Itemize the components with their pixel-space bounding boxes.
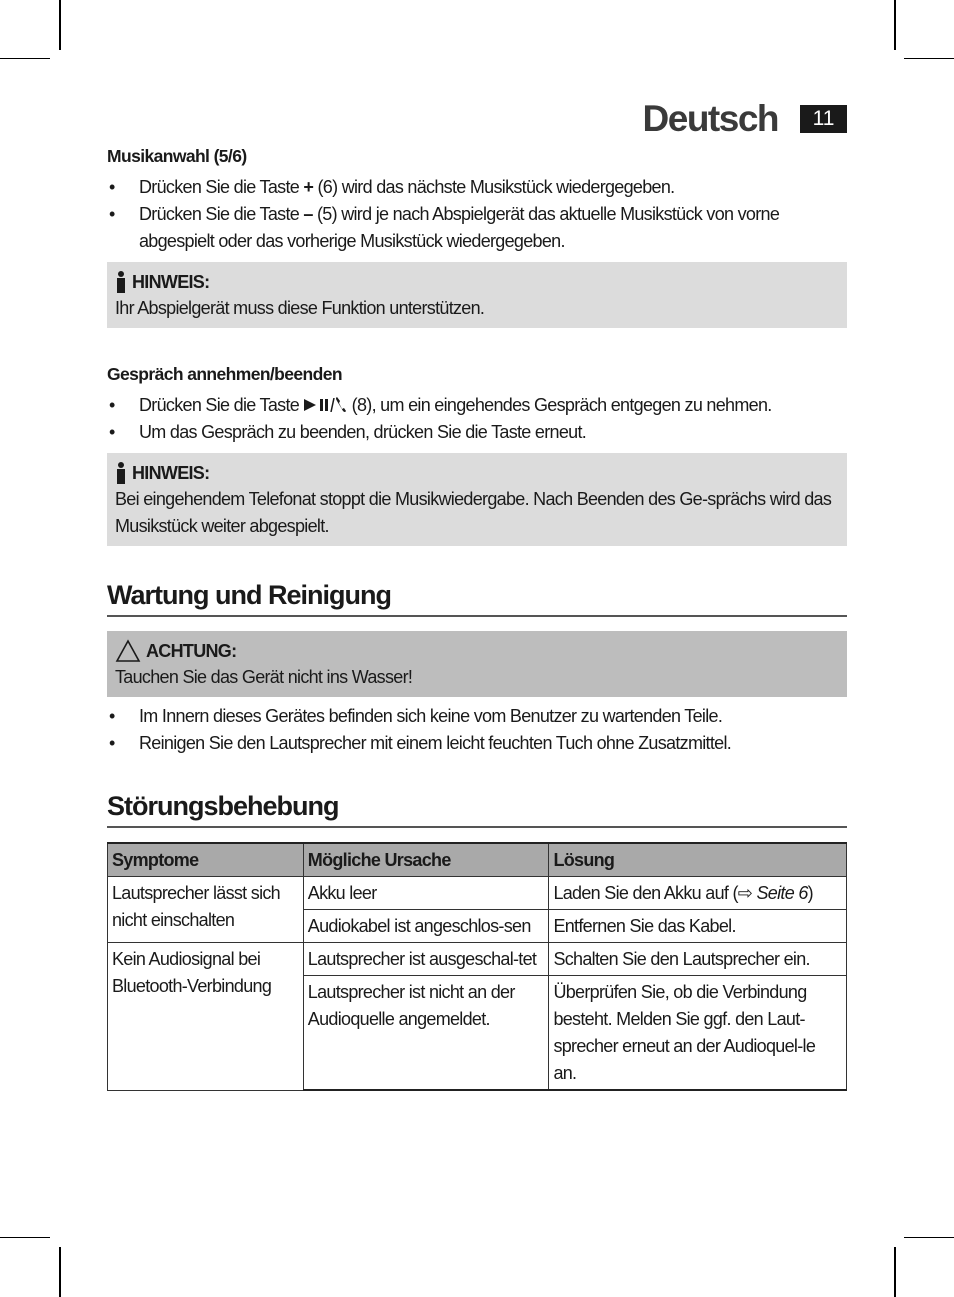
table-cell-cause: Lautsprecher ist nicht an der Audioquelle angemeldet. xyxy=(303,976,549,1091)
play-pause-icon xyxy=(303,398,335,412)
table-cell-symptom: Lautsprecher lässt sich nicht einschalten xyxy=(108,877,304,943)
crop-mark xyxy=(894,0,896,50)
page-number-badge: 11 xyxy=(800,105,847,133)
language-title: Deutsch xyxy=(642,98,778,139)
arrow-icon: ⇨ xyxy=(737,883,753,903)
column-header-cause: Mögliche Ursache xyxy=(303,843,549,877)
list-item xyxy=(107,392,847,419)
list-item xyxy=(107,419,847,446)
table-cell-cause: Audiokabel ist angeschlos-sen xyxy=(303,910,549,943)
note-box xyxy=(107,453,847,546)
subheading-call: Gespräch annehmen/beenden xyxy=(107,364,342,384)
table-cell-solution: Schalten Sie den Lautsprecher ein. xyxy=(549,943,847,976)
text: Laden Sie den Akku auf ( xyxy=(553,883,738,903)
section-title-troubleshooting: Störungsbehebung xyxy=(107,791,847,828)
note-text: Ihr Abspielgerät muss diese Funktion unterstützen. xyxy=(115,298,485,318)
section-maintenance xyxy=(107,580,847,757)
text: Um das Gespräch zu beenden, drücken Sie die Taste erneut. xyxy=(139,422,587,442)
section-title-maintenance: Wartung und Reinigung xyxy=(107,580,847,617)
text: Drücken Sie die Taste xyxy=(139,395,304,415)
info-icon xyxy=(115,462,127,484)
table-row xyxy=(108,943,847,976)
table-cell-solution: Überprüfen Sie, ob die Verbindung besteht. Melden Sie ggf. den Laut-sprecher erneut an der Audioquel-le an. xyxy=(549,976,847,1091)
list-item xyxy=(107,730,847,757)
column-header-solution: Lösung xyxy=(549,843,847,877)
table-cell-cause: Akku leer xyxy=(303,877,549,910)
table-cell-solution: Entfernen Sie das Kabel. xyxy=(549,910,847,943)
text: Drücken Sie die Taste xyxy=(139,204,304,224)
text: (8), um ein eingehendes Gespräch entgegen zu nehmen. xyxy=(347,395,772,415)
page-content xyxy=(107,146,847,1091)
crop-mark xyxy=(894,1247,896,1297)
crop-mark xyxy=(904,1237,954,1238)
warning-title-text: ACHTUNG: xyxy=(146,641,237,661)
section-call xyxy=(107,364,847,546)
crop-mark xyxy=(0,58,50,59)
table-row xyxy=(108,877,847,910)
warning-box xyxy=(107,631,847,697)
section-troubleshooting xyxy=(107,791,847,1091)
warning-title xyxy=(115,638,839,664)
note-title-text: HINWEIS: xyxy=(132,463,210,483)
text: Reinigen Sie den Lautsprecher mit einem leicht feuchten Tuch ohne Zusatzmittel. xyxy=(139,733,732,753)
crop-mark xyxy=(0,1237,50,1238)
page-reference: Seite 6 xyxy=(752,883,808,903)
bullet-list xyxy=(107,703,847,757)
warning-text: Tauchen Sie das Gerät nicht ins Wasser! xyxy=(115,667,413,687)
column-header-symptoms: Symptome xyxy=(108,843,304,877)
page-header xyxy=(643,98,847,140)
table-cell-cause: Lautsprecher ist ausgeschal-tet xyxy=(303,943,549,976)
table-cell-symptom: Kein Audiosignal bei Bluetooth-Verbindung xyxy=(108,943,304,1091)
note-title xyxy=(115,269,839,295)
section-music-selection xyxy=(107,146,847,328)
list-item xyxy=(107,174,847,201)
crop-mark xyxy=(59,1247,61,1297)
phone-icon xyxy=(335,396,347,414)
bullet-list xyxy=(107,392,847,446)
text: Drücken Sie die Taste xyxy=(139,177,304,197)
note-box xyxy=(107,262,847,328)
text: (6) wird das nächste Musikstück wiedergegeben. xyxy=(313,177,675,197)
bullet-list xyxy=(107,174,847,255)
warning-triangle-icon xyxy=(115,639,141,663)
troubleshooting-table xyxy=(107,842,847,1091)
subheading-music: Musikanwahl (5/6) xyxy=(107,146,247,166)
table-cell-solution xyxy=(549,877,847,910)
text: (5) wird je nach Abspielgerät das aktuelle Musikstück von vorne abgespielt oder das vorherige Musikstück wiedergegeben. xyxy=(139,204,780,251)
text: Im Innern dieses Gerätes befinden sich keine vom Benutzer zu wartenden Teile. xyxy=(139,706,723,726)
list-item xyxy=(107,201,847,255)
note-title-text: HINWEIS: xyxy=(132,272,210,292)
note-text: Bei eingehendem Telefonat stoppt die Musikwiedergabe. Nach Beenden des Ge-sprächs wird das Musikstück weiter abgespielt. xyxy=(115,489,832,536)
note-title xyxy=(115,460,839,486)
info-icon xyxy=(115,271,127,293)
crop-mark xyxy=(904,58,954,59)
key-plus: + xyxy=(303,177,314,197)
list-item xyxy=(107,703,847,730)
key-minus: – xyxy=(303,204,313,224)
crop-mark xyxy=(59,0,61,50)
table-header-row xyxy=(108,843,847,877)
text: ) xyxy=(807,883,813,903)
